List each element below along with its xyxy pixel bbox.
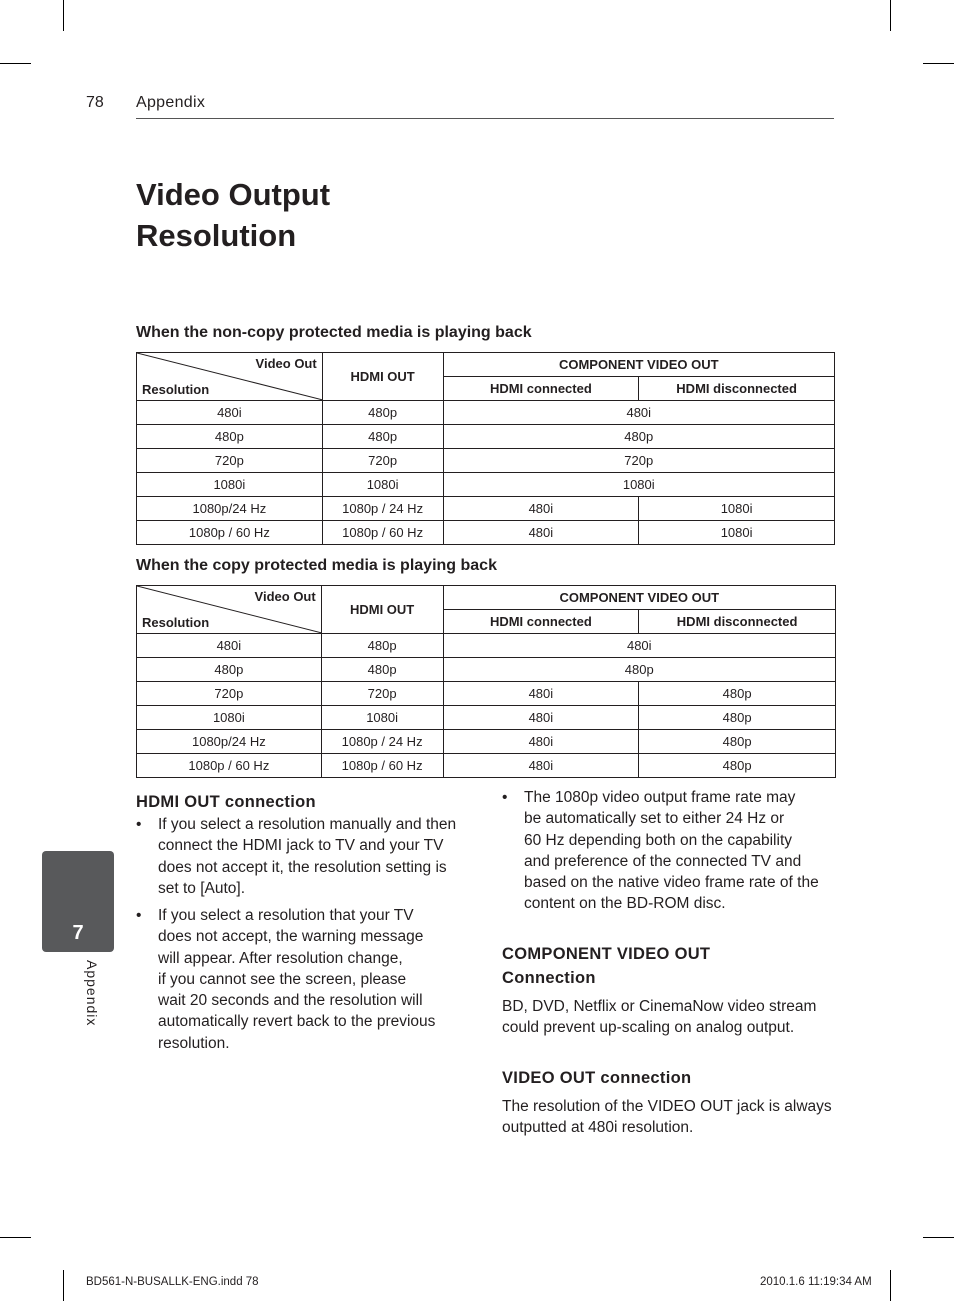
bullet-text xyxy=(524,787,819,915)
table-cell: 720p xyxy=(137,682,322,706)
text-line: 60 Hz depending both on the capability xyxy=(524,831,793,849)
table-cell: 480i xyxy=(443,754,639,778)
section-title: Appendix xyxy=(136,94,206,111)
text-line: based on the native video frame rate of the xyxy=(524,874,819,892)
table-cell: 1080p / 60 Hz xyxy=(137,754,322,778)
table-cell: 720p xyxy=(137,449,323,473)
crop-mark xyxy=(0,1237,31,1238)
table-cell: 480p xyxy=(639,706,836,730)
table-cell: 480i xyxy=(443,682,639,706)
hdmi-disconnected-header: HDMI disconnected xyxy=(639,610,836,634)
table-cell: 480i xyxy=(137,401,323,425)
crop-mark xyxy=(0,63,31,64)
component-section-body xyxy=(502,996,842,1039)
diagonal-header-cell xyxy=(137,353,323,401)
resolution-table-non-copy xyxy=(136,352,835,545)
table-cell: 1080p / 24 Hz xyxy=(321,730,443,754)
chapter-label-text: Appendix xyxy=(84,960,100,1027)
text-line: content on the BD-ROM disc. xyxy=(524,895,726,913)
table-cell: 480p xyxy=(443,425,834,449)
chapter-number: 7 xyxy=(72,922,84,944)
footer-timestamp: 2010.1.6 11:19:34 AM xyxy=(760,1276,872,1288)
table-cell: 480i xyxy=(443,497,639,521)
text-line: resolution. xyxy=(158,1034,230,1052)
table-cell: 1080p / 60 Hz xyxy=(137,521,323,545)
resolution-table-copy xyxy=(136,585,836,778)
hdmi-out-header: HDMI OUT xyxy=(322,353,443,401)
table-cell: 480i xyxy=(137,634,322,658)
crop-mark xyxy=(923,1237,954,1238)
table-cell: 1080p / 60 Hz xyxy=(322,521,443,545)
table-cell: 480i xyxy=(443,706,639,730)
text-line: BD, DVD, Netflix or CinemaNow video stream xyxy=(502,998,817,1015)
hdmi-connected-header: HDMI connected xyxy=(443,610,639,634)
header-rule xyxy=(136,118,834,119)
table-cell: 480i xyxy=(443,634,835,658)
table-cell: 1080i xyxy=(639,497,835,521)
table-cell: 720p xyxy=(322,449,443,473)
table-cell: 1080p / 60 Hz xyxy=(321,754,443,778)
crop-mark xyxy=(923,63,954,64)
resolution-label: Resolution xyxy=(142,382,210,397)
table-row xyxy=(137,754,836,778)
text-line: be automatically set to either 24 Hz or xyxy=(524,810,785,828)
table-cell: 1080p/24 Hz xyxy=(137,497,323,521)
table-row xyxy=(137,521,835,545)
bullet-text xyxy=(158,905,435,1054)
text-line: does not accept it, the resolution setting is xyxy=(158,858,447,876)
table-cell: 480p xyxy=(639,730,836,754)
table-row xyxy=(137,473,835,497)
component-section-heading: COMPONENT VIDEO OUT xyxy=(502,945,711,963)
table-caption: When the copy protected media is playing back xyxy=(136,557,497,574)
text-line: The resolution of the VIDEO OUT jack is always xyxy=(502,1098,832,1115)
videoout-section-heading: VIDEO OUT connection xyxy=(502,1069,692,1087)
table-row xyxy=(137,658,836,682)
table-cell: 480p xyxy=(443,658,835,682)
page-title-line: Resolution xyxy=(136,218,297,253)
table-caption: When the non-copy protected media is playing back xyxy=(136,324,532,341)
bullet-dot: • xyxy=(136,816,142,833)
page-title xyxy=(136,174,330,256)
videoout-section-body xyxy=(502,1096,842,1139)
bullet-text xyxy=(158,814,456,899)
diagonal-header-cell xyxy=(137,586,322,634)
table-row xyxy=(137,497,835,521)
text-line: if you cannot see the screen, please xyxy=(158,970,407,988)
bullet-dot: • xyxy=(136,907,142,924)
table-cell: 480i xyxy=(443,521,639,545)
crop-mark xyxy=(890,1270,891,1301)
text-line: The 1080p video output frame rate may xyxy=(524,789,796,806)
table-cell: 720p xyxy=(443,449,834,473)
table-cell: 720p xyxy=(321,682,443,706)
chapter-label xyxy=(70,960,110,1040)
table-cell: 1080i xyxy=(137,473,323,497)
table-row xyxy=(137,401,835,425)
table-cell: 480p xyxy=(137,658,322,682)
table-row xyxy=(137,449,835,473)
table-cell: 1080i xyxy=(322,473,443,497)
table-cell: 1080p / 24 Hz xyxy=(322,497,443,521)
crop-mark xyxy=(63,1270,64,1301)
table-cell: 1080i xyxy=(639,521,835,545)
table-cell: 1080p/24 Hz xyxy=(137,730,322,754)
table-row xyxy=(137,682,836,706)
hdmi-out-header: HDMI OUT xyxy=(321,586,443,634)
text-line: If you select a resolution that your TV xyxy=(158,907,414,924)
text-line: If you select a resolution manually and then xyxy=(158,816,457,833)
table-row xyxy=(137,730,836,754)
text-line: outputted at 480i resolution. xyxy=(502,1119,694,1137)
video-out-label: Video Out xyxy=(255,356,317,371)
table-row xyxy=(137,706,836,730)
component-header: COMPONENT VIDEO OUT xyxy=(443,353,834,377)
table-cell: 480p xyxy=(322,425,443,449)
table-cell: 480i xyxy=(443,730,639,754)
component-header: COMPONENT VIDEO OUT xyxy=(443,586,835,610)
text-line: will appear. After resolution change, xyxy=(158,949,403,967)
table-row xyxy=(137,634,836,658)
video-out-label: Video Out xyxy=(254,589,316,604)
table-cell: 480p xyxy=(639,682,836,706)
footer-file: BD561-N-BUSALLK-ENG.indd 78 xyxy=(86,1276,259,1288)
hdmi-connected-header: HDMI connected xyxy=(443,377,639,401)
table-cell: 480p xyxy=(639,754,836,778)
text-line: wait 20 seconds and the resolution will xyxy=(158,992,423,1010)
table-cell: 480p xyxy=(322,401,443,425)
table-cell: 1080i xyxy=(321,706,443,730)
table-cell: 1080i xyxy=(137,706,322,730)
resolution-label: Resolution xyxy=(142,615,210,630)
table-cell: 1080i xyxy=(443,473,834,497)
component-section-subheading: Connection xyxy=(502,969,596,987)
text-line: does not accept, the warning message xyxy=(158,928,424,946)
hdmi-section-heading: HDMI OUT connection xyxy=(136,793,316,811)
text-line: connect the HDMI jack to TV and your TV xyxy=(158,837,444,855)
hdmi-disconnected-header: HDMI disconnected xyxy=(639,377,835,401)
table-cell: 480p xyxy=(321,634,443,658)
table-cell: 480p xyxy=(321,658,443,682)
text-line: and preference of the connected TV and xyxy=(524,852,802,870)
table-cell: 480i xyxy=(443,401,834,425)
text-line: could prevent up-scaling on analog output. xyxy=(502,1019,795,1037)
table-row xyxy=(137,425,835,449)
crop-mark xyxy=(63,0,64,31)
text-line: automatically revert back to the previous xyxy=(158,1013,436,1031)
crop-mark xyxy=(890,0,891,31)
table-cell: 480p xyxy=(137,425,323,449)
page-title-line: Video Output xyxy=(136,177,331,212)
text-line: set to [Auto]. xyxy=(158,879,246,897)
bullet-dot: • xyxy=(502,789,508,806)
page-number: 78 xyxy=(86,94,104,111)
